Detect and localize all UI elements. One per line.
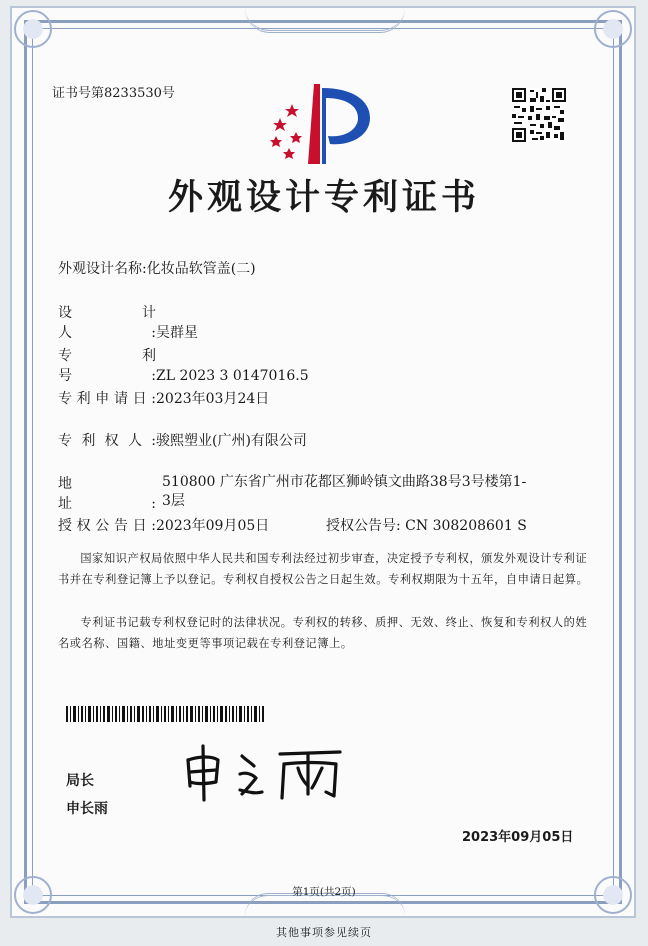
designer-value: 吴群星 <box>156 325 198 341</box>
designer-row <box>58 302 198 342</box>
address-value: 510800 广东省广州市花都区狮岭镇文曲路38号3号楼第1-3层 <box>162 474 527 509</box>
filing-date-label: 专利申请日: <box>58 391 156 407</box>
corner-ornament <box>14 10 52 48</box>
cnipa-logo <box>262 78 382 168</box>
grant-date-label: 授权公告日: <box>58 518 156 534</box>
designer-label: 设 计 人: <box>58 305 184 341</box>
patent-number-row <box>58 345 309 385</box>
grant-number-value: CN 308208601 S <box>405 518 527 534</box>
grant-paragraph: 国家知识产权局依照中华人民共和国专利法经过初步审查，决定授予专利权，颁发外观设计专利证书并在专利登记簿上予以登记。专利权自授权公告之日起生效。专利权期限为十五年，自申请日起算。 <box>58 552 589 586</box>
legal-status-paragraph: 专利证书记载专利权登记时的法律状况。专利权的转移、质押、无效、终止、恢复和专利权人的姓名或名称、国籍、地址变更等事项记载在专利登记簿上。 <box>58 616 588 650</box>
grant-date-value: 2023年09月05日 <box>156 518 270 534</box>
qr-code <box>512 88 566 142</box>
patent-number-label: 专 利 号: <box>58 348 184 384</box>
filing-date-value: 2023年03月24日 <box>156 391 270 407</box>
design-name-value: 化妆品软管盖(二) <box>146 261 256 277</box>
certificate-number: 证书号第8233530号 <box>52 86 175 101</box>
filing-date-row <box>58 388 269 408</box>
signer-title: 局长 <box>66 773 94 789</box>
handwritten-signature <box>180 742 350 804</box>
grant-date-row <box>58 515 269 535</box>
patentee-label: 专利权人: <box>58 433 156 449</box>
corner-ornament <box>594 10 632 48</box>
grant-number-row <box>326 515 527 535</box>
patentee-row <box>58 430 307 450</box>
patentee-value: 骏熙塑业(广州)有限公司 <box>156 433 307 449</box>
certificate-title: 外观设计专利证书 <box>167 178 480 218</box>
page-indicator: 第1页(共2页) <box>292 886 356 898</box>
patent-number-value: ZL 2023 3 0147016.5 <box>156 368 309 384</box>
issue-date: 2023年09月05日 <box>462 830 574 845</box>
footer-note: 其他事项参见续页 <box>276 926 372 939</box>
address-label: 地 址: <box>58 476 156 512</box>
top-ornament <box>245 8 405 33</box>
address-row <box>58 473 156 513</box>
design-name-row <box>58 258 256 278</box>
design-name-label: 外观设计名称: <box>58 261 147 277</box>
signer-name: 申长雨 <box>66 801 108 817</box>
grant-number-label: 授权公告号: <box>326 518 401 534</box>
barcode <box>66 706 266 722</box>
